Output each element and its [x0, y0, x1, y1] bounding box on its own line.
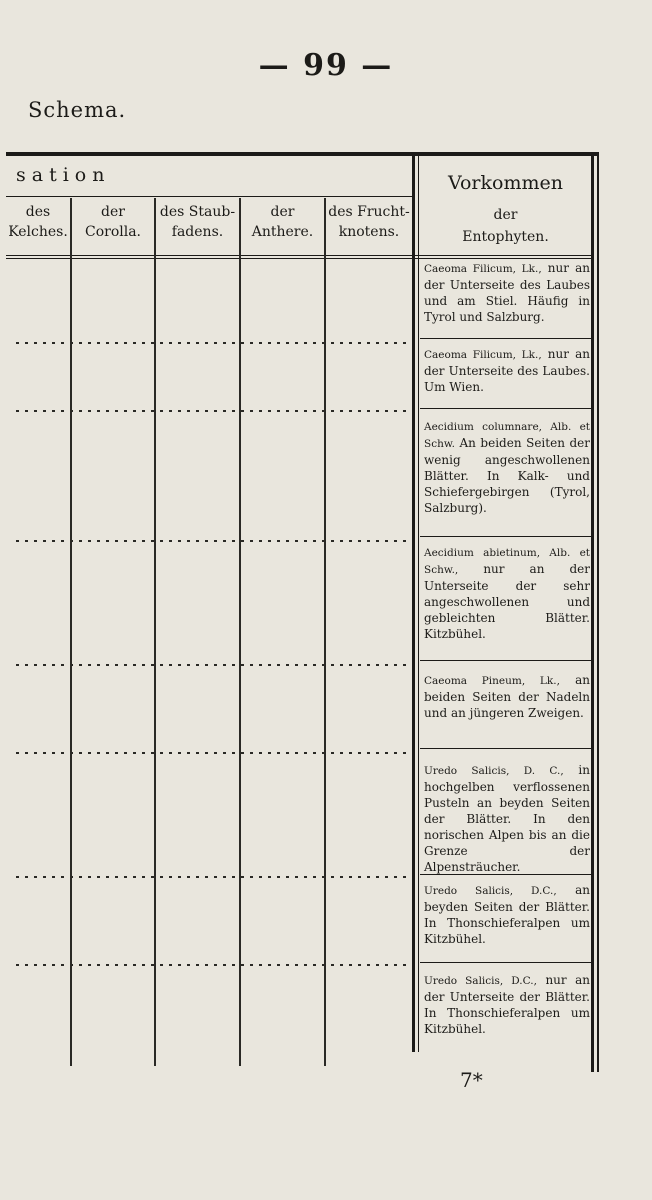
entry-text: an beyden Seiten der Blätter.: [424, 883, 590, 914]
entry: [424, 672, 590, 721]
divider: [412, 152, 415, 1052]
entry: [424, 544, 590, 642]
column-line: [239, 198, 241, 1066]
entry: [424, 972, 590, 1037]
column-header-line: der: [101, 204, 125, 220]
column-header-line: knotens.: [338, 224, 400, 240]
column-header-line: des Frucht-: [328, 204, 410, 220]
column-header-line: Kelches.: [8, 224, 68, 240]
entry-name: Aecidium abietinum, Alb. et Schw.,: [424, 547, 590, 576]
vorkommen-subtitle-line: der: [493, 207, 518, 223]
entry-text: an beiden Seiten der Nadeln und an jüngeren Zweigen.: [424, 673, 590, 720]
divider: [418, 152, 419, 1052]
entry-name: Uredo Salicis, D. C.,: [424, 765, 564, 777]
row-separator: [420, 338, 591, 339]
row-separator: [420, 660, 591, 661]
entry-name: Aecidium columnare, Alb. et Schw.: [424, 421, 590, 450]
column-line: [70, 198, 72, 1066]
entry-text: nur an der Unterseite der Blätter.: [424, 973, 590, 1004]
vorkommen-title: Vorkommen: [448, 172, 563, 194]
column-header-line: fadens.: [171, 224, 224, 240]
column-header-fruchtknotens: [326, 202, 412, 242]
entry: [424, 346, 590, 395]
row-dots: [16, 540, 408, 542]
entry-place: In Thonschieferalpen um Kitzbühel.: [424, 916, 590, 946]
entry-place: Kitzbühel.: [424, 627, 486, 641]
row-dots: [16, 410, 408, 412]
column-header-staubfadens: [156, 202, 239, 242]
group-title: sation: [16, 164, 111, 186]
row-separator: [420, 408, 591, 409]
row-dots: [16, 664, 408, 666]
entry-name: Caeoma Pineum, Lk.,: [424, 675, 560, 687]
entry-text: nur an der Unterseite der sehr angeschwollenen und gebleichten Blätter.: [424, 562, 590, 625]
page-number: — 99 —: [258, 48, 394, 83]
entry: [424, 418, 590, 516]
entry-text: An beiden Seiten der wenig angeschwollenen Blätter.: [424, 436, 590, 483]
column-header-corolla: [72, 202, 154, 242]
entry-text: nur an der Unterseite des Laubes und am Stiel.: [424, 261, 590, 308]
entry-name: Caeoma Filicum, Lk.,: [424, 263, 542, 275]
column-header-kelches: [6, 202, 70, 242]
vorkommen-subtitle: [420, 204, 591, 248]
row-separator: [420, 748, 591, 749]
top-rule: [6, 152, 598, 156]
row-dots: [16, 964, 408, 966]
column-line: [154, 198, 156, 1066]
entry-name: Uredo Salicis, D.C.,: [424, 975, 537, 987]
column-header-line: des Staub-: [159, 204, 236, 220]
column-header-line: Corolla.: [84, 224, 141, 240]
entry-place: In Kalk- und Schiefergebirgen (Tyrol, Salzburg).: [424, 469, 590, 515]
entry-text: nur an der Unterseite des Laubes.: [424, 347, 590, 378]
entry-place: In Thonschieferalpen um Kitzbühel.: [424, 1006, 590, 1036]
column-header-line: der: [270, 204, 295, 220]
row-dots: [16, 752, 408, 754]
signature-mark: 7*: [460, 1068, 483, 1092]
row-dots: [16, 876, 408, 878]
column-header-line: Anthere.: [251, 224, 314, 240]
entry-name: Caeoma Filicum, Lk.,: [424, 349, 542, 361]
row-separator: [420, 536, 591, 537]
right-border: [597, 152, 599, 1072]
entry-name: Uredo Salicis, D.C.,: [424, 885, 557, 897]
entry-place: Um Wien.: [424, 380, 484, 394]
schema-table: [6, 152, 598, 1072]
entry-text: in hochgelben verflossenen Pusteln an beyden Seiten der Blätter.: [424, 763, 590, 826]
row-separator: [420, 962, 591, 963]
right-border: [591, 152, 594, 1072]
column-line: [324, 198, 326, 1066]
column-header-line: des: [25, 204, 51, 220]
header-separator: [6, 196, 412, 197]
heading: Schema.: [28, 98, 127, 122]
row-dots: [16, 342, 408, 344]
vorkommen-subtitle-line: Entophyten.: [462, 229, 549, 245]
entry: [424, 260, 590, 325]
header-bottom-rule: [6, 258, 591, 259]
column-header-anthere: [241, 202, 324, 242]
entry-place: In den norischen Alpen bis an die Grenze der Alpensträucher.: [424, 812, 591, 874]
entry-place: Häufig in Tyrol und Salzburg.: [424, 294, 590, 324]
header-bottom-rule: [6, 255, 591, 256]
entry: [424, 762, 590, 875]
entry: [424, 882, 590, 947]
